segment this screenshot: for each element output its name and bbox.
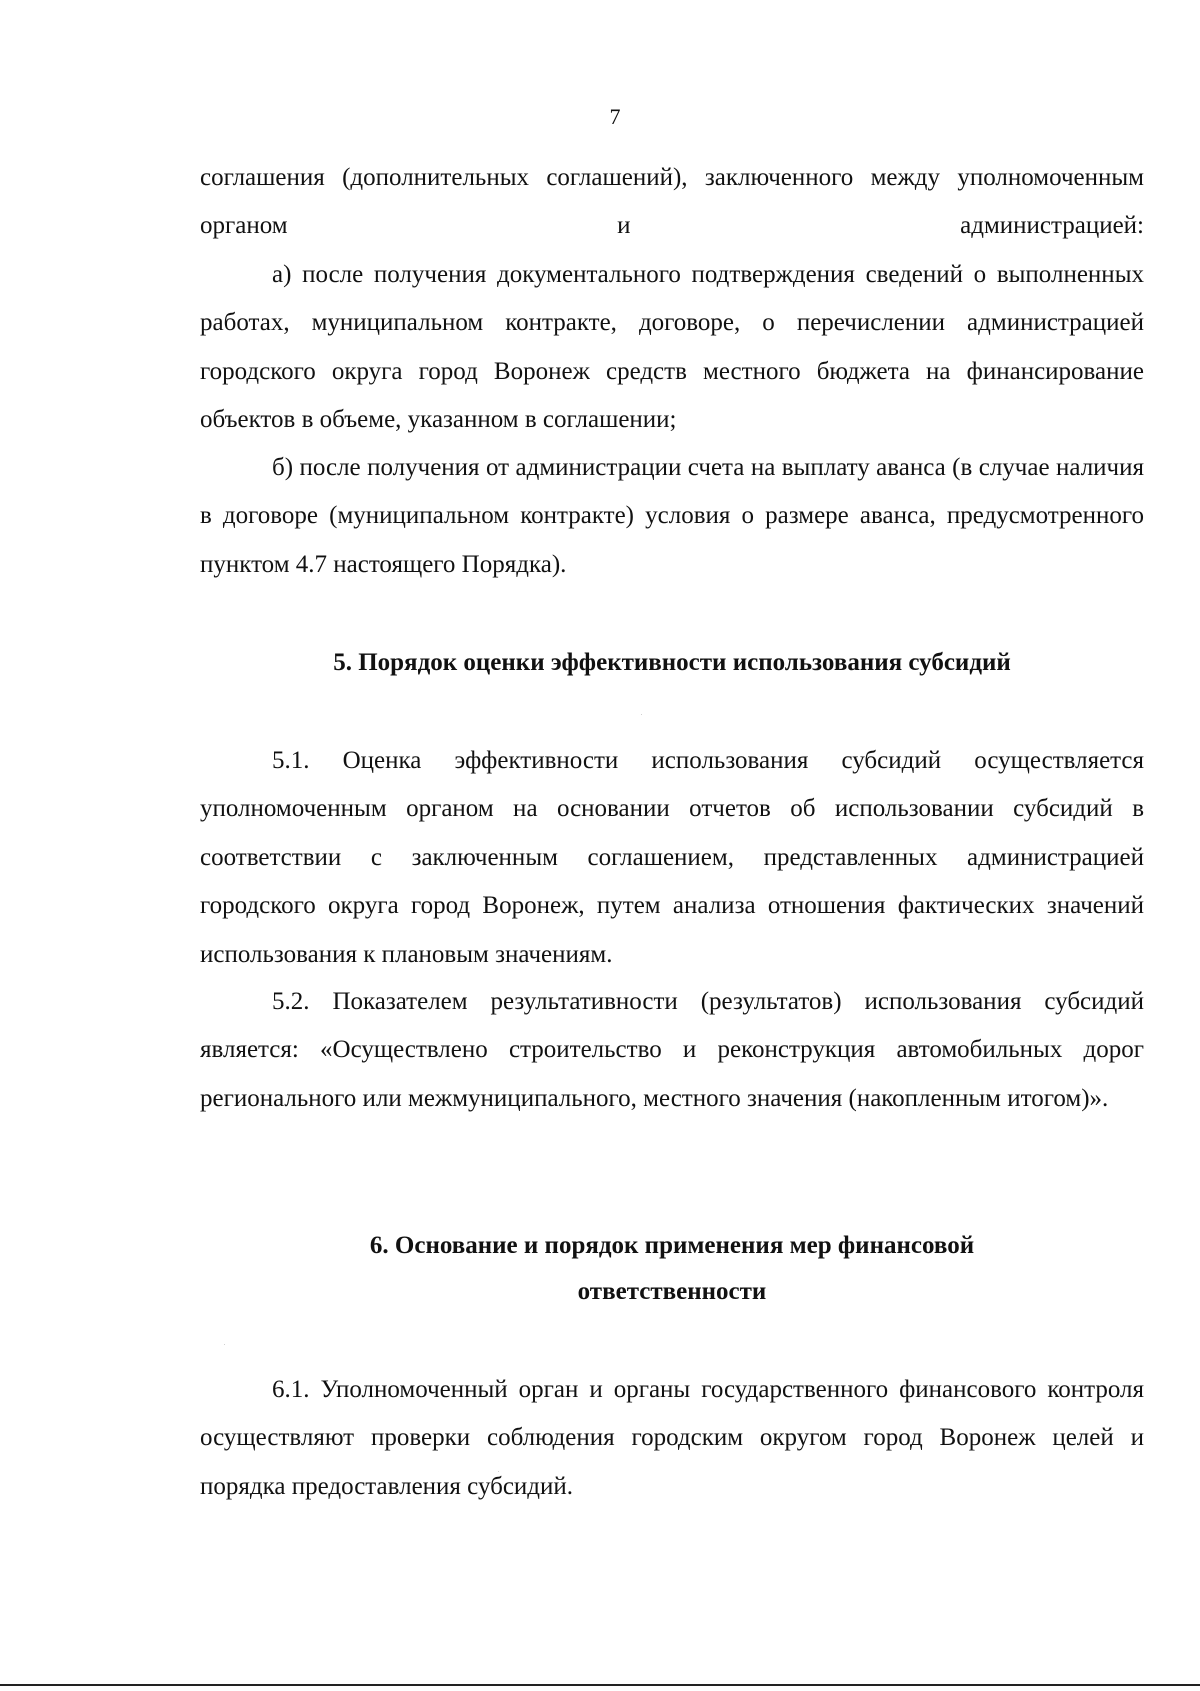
paragraph-5-1: 5.1. Оценка эффективности использования субсидий осуществляется уполномоченным органом на основании отчетов об использовании субсидий в соответствии с заключенным соглашением, представленных администрацией городского округа город Воронеж, путем анализа отношения фактических значений использования к плановым значениям. (200, 747, 1144, 968)
page-bottom-edge (0, 1684, 1200, 1686)
section-6-heading-line-1: 6. Основание и порядок применения мер финансовой (369, 1232, 975, 1259)
section-5-heading: 5. Порядок оценки эффективности использования субсидий (333, 649, 1011, 676)
scan-speck (641, 714, 642, 715)
section-6-heading-line-2: ответственности (577, 1278, 767, 1305)
paragraph-item-b: б) после получения от администрации счета на выплату аванса (в случае наличия в договоре (муниципальном контракте) условия о размере аванса, предусмотренного пунктом 4.7 настоящего Порядка). (200, 454, 1144, 578)
paragraph-item-a: а) после получения документального подтверждения сведений о выполненных работах, муниципальном контракте, договоре, о перечислении администрацией городского округа город Воронеж средств местного бюджета на финансирование объектов в объеме, указанном в соглашении; (200, 261, 1144, 434)
page-number: 7 (609, 104, 621, 129)
paragraph-6-1: 6.1. Уполномоченный орган и органы государственного финансового контроля осуществляют проверки соблюдения городским округом город Воронеж целей и порядка предоставления субсидий. (200, 1376, 1144, 1500)
scan-speck (498, 1471, 499, 1472)
paragraph-5-2: 5.2. Показателем результативности (результатов) использования субсидий является: «Осуществлено строительство и реконструкция автомобильных дорог регионального или межмуниципального, местного значения (накопленным итогом)». (200, 988, 1144, 1112)
scan-speck (224, 1344, 225, 1345)
paragraph-intro: соглашения (дополнительных соглашений), заключенного между уполномоченным органом и администрацией: (200, 164, 1144, 240)
